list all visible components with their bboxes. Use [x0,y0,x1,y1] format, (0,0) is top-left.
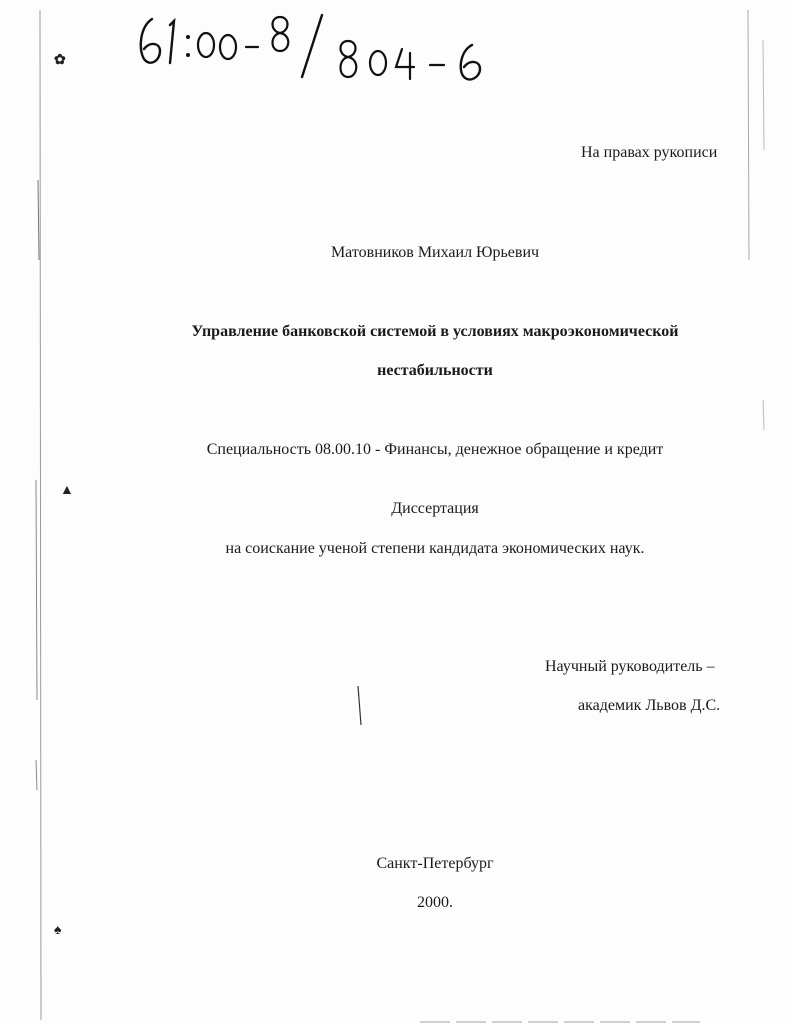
advisor-label: Научный руководитель – [545,658,715,675]
scan-mark-middle: ▲ [60,483,74,498]
city: Санкт-Петербург [376,855,494,872]
year: 2000. [417,894,453,911]
header-note: На правах рукописи [581,144,718,161]
title-line-1: Управление банковской системой в условиях макроэкономической [191,323,679,340]
scan-mark-bottom: ♠ [54,923,62,938]
advisor-name: академик Львов Д.С. [578,697,721,714]
degree-line: на соискание ученой степени кандидата экономических наук. [225,540,645,557]
handwritten-archive-number [130,5,510,85]
specialty-line: Специальность 08.00.10 - Финансы, денежное обращение и кредит [206,441,664,458]
author-name: Матовников Михаил Юрьевич [330,244,540,261]
work-type: Диссертация [391,500,479,517]
title-line-2: нестабильности [377,362,493,379]
scan-mark-top: ✿ [54,53,66,68]
